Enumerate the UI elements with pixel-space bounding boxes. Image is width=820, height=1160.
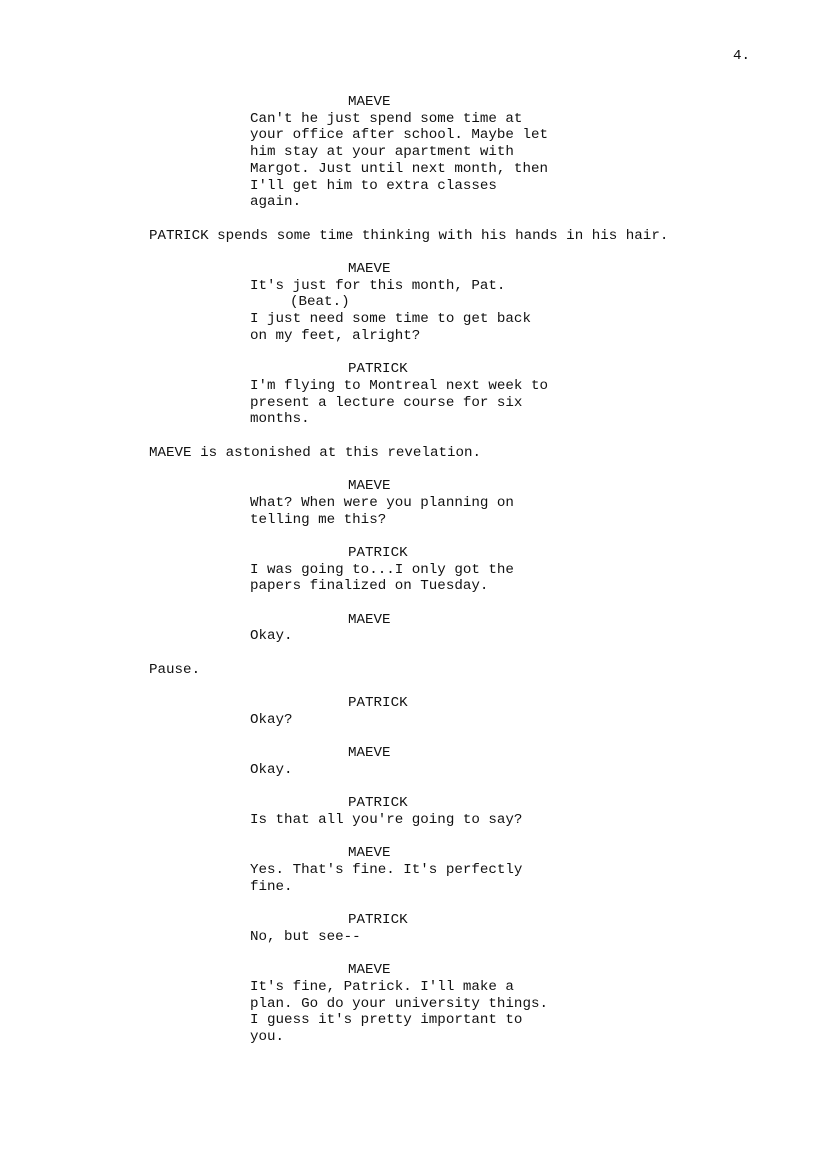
action-line: MAEVE is astonished at this revelation. [149,444,482,461]
dialogue-block [149,545,789,595]
dialogue-line: papers finalized on Tuesday. [250,578,489,595]
dialogue-block [149,361,789,428]
character-name: PATRICK [348,361,408,378]
action-block [149,662,789,679]
dialogue-line: I'll get him to extra classes [250,177,497,194]
dialogue-block [149,695,789,728]
action-block [149,228,789,245]
dialogue-line: Margot. Just until next month, then [250,160,548,177]
dialogue-line: on my feet, alright? [250,327,421,344]
character-name: MAEVE [348,745,391,762]
dialogue-block [149,745,789,778]
character-name: PATRICK [348,695,408,712]
dialogue-line: Okay. [250,628,293,645]
dialogue-line: I guess it's pretty important to [250,1012,523,1029]
dialogue-line: telling me this? [250,511,387,528]
dialogue-line: It's just for this month, Pat. [250,277,506,294]
character-name: PATRICK [348,912,408,929]
dialogue-line: I just need some time to get back [250,311,531,328]
dialogue-block [149,478,789,528]
action-block [149,445,789,462]
action-line: PATRICK spends some time thinking with his hands in his hair. [149,227,669,244]
dialogue-block [149,94,789,211]
character-name: MAEVE [348,261,391,277]
dialogue-line: What? When were you planning on [250,494,514,511]
script-body [149,94,789,1063]
character-name: MAEVE [348,845,391,862]
character-name: PATRICK [348,544,408,561]
character-name: MAEVE [348,611,391,628]
dialogue-line: Okay? [250,711,293,728]
dialogue-block [149,612,789,645]
dialogue-block [149,795,789,828]
dialogue-line: Yes. That's fine. It's perfectly [250,862,523,879]
dialogue-block [149,962,789,1046]
character-name: MAEVE [348,962,391,979]
dialogue-line: again. [250,194,302,211]
dialogue-line: No, but see-- [250,928,361,945]
parenthetical: (Beat.) [290,294,350,311]
dialogue-line: I'm flying to Montreal next week to [250,377,548,394]
action-line: Pause. [149,661,201,678]
character-name: MAEVE [348,94,391,110]
dialogue-line: you. [250,1029,285,1046]
dialogue-block [149,845,789,895]
dialogue-line: Is that all you're going to say? [250,812,523,829]
dialogue-line: I was going to...I only got the [250,561,514,578]
dialogue-line: your office after school. Maybe let [250,127,548,144]
page-number: 4. [733,48,751,64]
character-name: PATRICK [348,795,408,812]
dialogue-line: Can't he just spend some time at [250,110,523,127]
dialogue-line: present a lecture course for six [250,394,523,411]
dialogue-line: fine. [250,878,293,895]
character-name: MAEVE [348,478,391,495]
dialogue-line: It's fine, Patrick. I'll make a [250,979,514,996]
dialogue-block [149,261,789,345]
dialogue-line: plan. Go do your university things. [250,995,548,1012]
dialogue-line: months. [250,411,310,428]
dialogue-line: him stay at your apartment with [250,144,514,161]
dialogue-block [149,912,789,945]
dialogue-line: Okay. [250,761,293,778]
